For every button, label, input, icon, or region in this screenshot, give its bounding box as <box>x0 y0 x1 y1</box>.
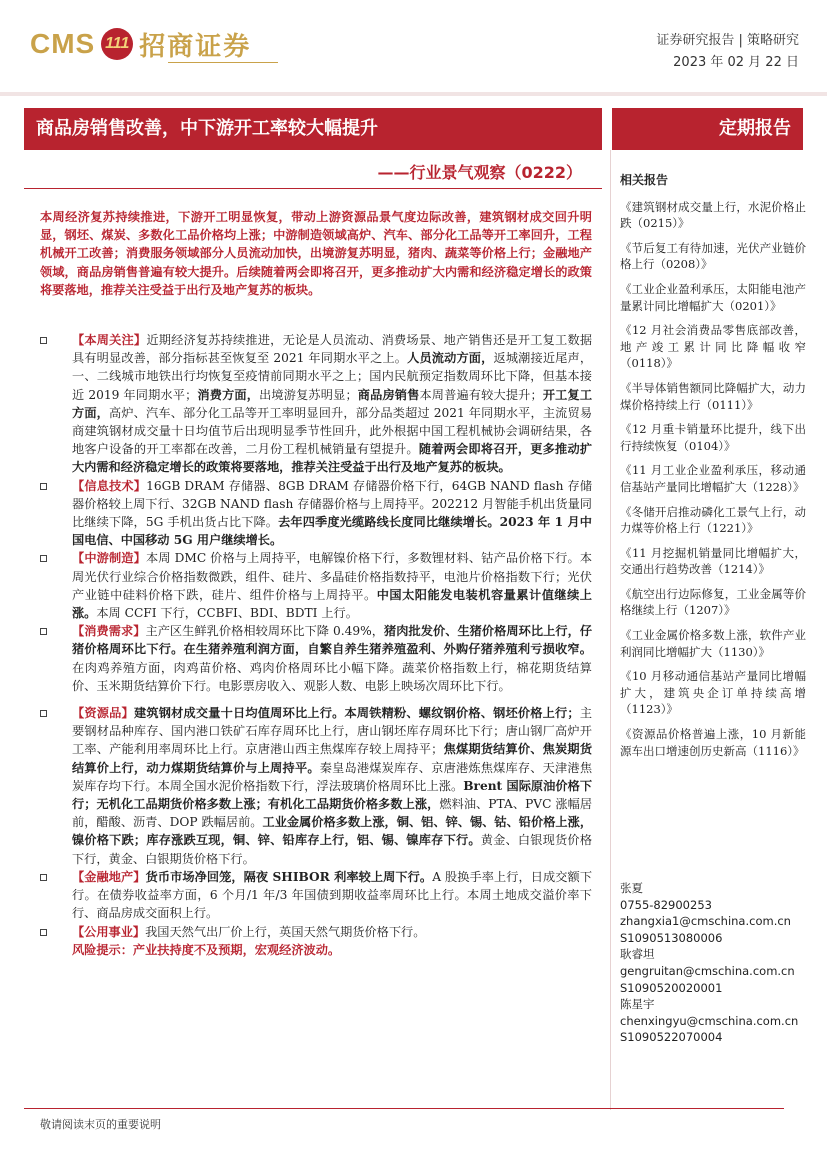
related-report-link[interactable]: 《11 月工业企业盈利承压，移动通信基站产量同比增幅扩大（1228）》 <box>620 463 806 494</box>
section-text: 黄金、白银现货价格下行，黄金、白银期货价格下行。 <box>72 833 593 866</box>
analyst-license: S1090520020001 <box>620 980 723 995</box>
risk-warning: 风险提示：产业扶持度不及预期，宏观经济波动。 <box>72 942 341 957</box>
logo-chinese-name: 招商证券 <box>139 31 252 62</box>
analyst-contacts <box>620 880 810 1046</box>
analyst-name: 耿睿坦 <box>620 947 655 962</box>
bullet-square-icon <box>40 710 47 717</box>
bullet-square-icon <box>40 874 47 881</box>
related-reports-sidebar <box>620 172 806 767</box>
analyst-email[interactable]: chenxingyu@cmschina.com.cn <box>620 1013 799 1028</box>
related-reports-title: 相关报告 <box>620 173 669 187</box>
related-report-link[interactable]: 《节后复工有待加速，光伏产业链价格上行（0208）》 <box>620 240 806 272</box>
related-report-link[interactable]: 《冬储开启推动磷化工景气上行，动力煤等价格上行（1221）》 <box>620 504 806 536</box>
related-report-link[interactable]: 《12 月重卡销量环比提升，线下出行持续恢复（0104）》 <box>620 422 806 453</box>
section-paragraph <box>40 704 592 868</box>
header-divider <box>0 92 827 96</box>
related-report-link[interactable]: 《12 月社会消费品零售底部改善，地产竣工累计同比降幅收窄（0118）》 <box>620 323 806 371</box>
related-report-link[interactable]: 《半导体销售额同比降幅扩大，动力煤价格持续上行（0111）》 <box>620 380 806 412</box>
related-reports-list <box>620 199 806 760</box>
main-content <box>40 331 592 959</box>
section-tag: 【信息技术】 <box>72 478 147 493</box>
section-text: 我国天然气出厂价上行，英国天然气期货价格下行。 <box>145 924 426 939</box>
logo-underline <box>168 62 278 63</box>
related-report-link[interactable]: 《工业金属价格多数上涨，软件产业利润同比增幅扩大（1130）》 <box>620 628 806 659</box>
related-report-link[interactable]: 《建筑钢材成交量上行，水泥价格止跌（0215）》 <box>620 199 806 231</box>
section-tag: 【金融地产】 <box>72 869 146 884</box>
section-text: 商品房销售 <box>357 387 420 402</box>
footer-note: 敬请阅读末页的重要说明 <box>40 1118 161 1131</box>
section-text: 主要钢材品种库存、国内港口铁矿石库存周环比上行，唐山钢坯库存周环比下行；唐山钢厂高炉开工率、产能利用率周环比上行。京唐港山西主焦煤库存较上周持平； <box>72 706 593 757</box>
section-paragraph <box>40 868 592 923</box>
analyst-phone: 0755-82900253 <box>620 897 712 912</box>
report-title: 商品房销售改善，中下游开工率较大幅提升 <box>24 108 602 150</box>
section-tag: 【公用事业】 <box>72 924 146 939</box>
section-text: 猪肉批发价、生猪价格周环比上行，仔猪价格周环比下行。在生猪养殖利润方面，自繁自养生猪养殖盈利、外购仔猪养殖利亏损收窄。 <box>72 624 593 657</box>
footer-divider <box>24 1108 784 1109</box>
section-text: 返城潮接近尾声，一、二线城市地铁出行均恢复至疫情前同期水平之上；国内民航预定指数周环比下降，但基本接近 2019 年同期水平； <box>72 351 593 402</box>
section-text: 人员流动方面， <box>407 351 494 366</box>
section-tag: 【本周关注】 <box>72 333 147 347</box>
bullet-square-icon <box>40 483 47 490</box>
section-text: 主产区生鲜乳价格相较周环比下降 0.49%， <box>145 624 384 639</box>
section-text: 本周 DMC 价格与上周持平，电解镍价格下行，多数锂材料、钴产品价格下行。本周光伏行业综合价格指数微跌，组件、硅片、多晶硅价格指数持平，电池片价格指数下行；光伏产业链中硅料价格下跌，硅片、组件价格与上周持平。 <box>72 551 593 602</box>
related-report-link[interactable]: 《10 月移动通信基站产量同比增幅扩大，建筑央企订单持续高增（1123）》 <box>620 669 806 717</box>
section-text: 本周普遍有较大提升； <box>419 387 543 402</box>
analyst-email[interactable]: zhangxia1@cmschina.com.cn <box>620 914 791 929</box>
section-tag: 【资源品】 <box>72 706 134 721</box>
section-tag: 【消费需求】 <box>72 624 146 639</box>
section-text: 随着两会即将召开，更多推动扩大内需和经济稳定增长的政策将要落地，推荐关注受益于出行及地产复苏的板块。 <box>72 442 593 475</box>
section-text: 16GB DRAM 存储器、8GB DRAM 存储器价格下行，64GB NAND flash 存储器价格较上周下行、32GB NAND flash 存储器价格与上周持平。202212 月智能手机出货量同比继续下降，5G 手机出货占比下降。 <box>72 478 593 530</box>
section-text: 中国太阳能发电装机容量累计值继续上涨。 <box>72 587 592 621</box>
section-text: 货币市场净回笼，隔夜 SHIBOR 利率较上周下行。 <box>145 869 433 884</box>
company-logo <box>30 22 251 66</box>
analyst-name: 陈星宇 <box>620 997 655 1012</box>
related-report-link[interactable]: 《工业企业盈利承压，太阳能电池产量累计同比增幅扩大（0201）》 <box>620 281 806 313</box>
section-paragraph <box>40 331 592 477</box>
bullet-square-icon <box>40 929 47 936</box>
subtitle-divider <box>24 188 602 189</box>
logo-emblem-icon: 111 <box>101 28 133 60</box>
section-tag: 【中游制造】 <box>72 551 146 566</box>
section-paragraph <box>40 923 592 941</box>
section-paragraph <box>40 477 592 550</box>
bullet-square-icon <box>40 337 47 344</box>
section-text: 工业金属价格多数上涨，铜、铝、锌、锡、钴、铅价格上涨，镍价格下跌；库存涨跌互现，铜、锌、铅库存上行，铝、锡、镍库存下行。 <box>72 815 593 848</box>
section-text: 本周 CCFI 下行，CCBFI、BDI、BDTI 上行。 <box>96 606 358 621</box>
section-paragraph <box>40 622 592 695</box>
section-text: 消费方面， <box>197 387 260 402</box>
section-text: A 股换手率上行，日成交额下行。在债券收益率方面，6 个月/1 年/3 年国债到期收益率周环比上行。本周土地成交溢价率下行、商品房成交面积上行。 <box>72 869 593 921</box>
report-category-badge: 定期报告 <box>612 108 803 150</box>
section-text: 秦皇岛港煤炭库存、京唐港炼焦煤库存、天津港焦炭库存均下行。本周全国水泥价格指数下行，浮法玻璃价格周环比上涨。 <box>72 760 593 793</box>
section-text: 高炉、汽车、部分化工品等开工率明显回升，部分品类超过 2021 年同期水平，主流贸易商建筑钢材成交量十日均值节后出现明显季节性回升，此外根据中国工程机械协会调研结果，各地客户设备的开工率都在改善，二月份工程机械销量有望提升。 <box>72 405 593 457</box>
related-report-link[interactable]: 《11 月挖掘机销量同比增幅扩大，交通出行趋势改善（1214）》 <box>620 545 806 577</box>
section-text: 在肉鸡养殖方面，肉鸡苗价格、鸡肉价格周环比小幅下降。蔬菜价格指数上行，棉花期货结算价、玉米期货结算价下行。电影票房收入、观影人数、电影上映场次周环比下行。 <box>72 660 592 693</box>
analyst-license: S1090513080006 <box>620 930 723 945</box>
report-type-line: 证券研究报告 | 策略研究 <box>656 33 799 48</box>
section-gap <box>40 695 592 704</box>
section-paragraph <box>40 549 592 622</box>
related-report-link[interactable]: 《航空出行边际修复，工业金属等价格继续上行（1207）》 <box>620 586 806 618</box>
related-report-link[interactable]: 《资源品价格普遍上涨，10 月新能源车出口增速创历史新高（1116）》 <box>620 727 806 758</box>
section-text: 去年四季度光缆路线长度同比继续增长。2023 年 1 月中国电信、中国移动 5G 用户继续增长。 <box>72 515 592 548</box>
section-text: 建筑钢材成交量十日均值周环比上行。本周铁精粉、螺纹钢价格、钢坯价格上行； <box>133 706 580 721</box>
section-text: 燃料油、PTA、PVC 涨幅居前，醋酸、沥青、DOP 跌幅居前。 <box>72 797 593 830</box>
report-date: 2023 年 02 月 22 日 <box>673 55 799 70</box>
analyst-license: S1090522070004 <box>620 1030 723 1045</box>
page-header <box>0 0 827 100</box>
analyst-email[interactable]: gengruitan@cmschina.com.cn <box>620 963 795 978</box>
bullet-square-icon <box>40 555 47 562</box>
column-divider <box>610 150 611 1110</box>
report-subtitle: ——行业景气观察（0222） <box>377 163 582 182</box>
section-text: 开工复工方面， <box>72 387 593 420</box>
section-text: 焦煤期货结算价、焦炭期货结算价上行，动力煤期货结算价与上周持平。 <box>72 742 593 775</box>
logo-cms-text: CMS <box>30 28 96 59</box>
section-text: 近期经济复苏持续推进，无论是人员流动、消费场景、地产销售还是开工复工数据具有明显改善，部分指标甚至恢复至 2021 年同期水平之上。 <box>72 333 593 366</box>
bullet-square-icon <box>40 628 47 635</box>
section-text: 出境游复苏明显； <box>259 387 358 402</box>
header-meta <box>656 30 799 74</box>
section-text: Brent 国际原油价格下行；无机化工品期货价格多数上涨；有机化工品期货价格多数上涨， <box>72 778 593 812</box>
summary-paragraph: 本周经济复苏持续推进，下游开工明显恢复，带动上游资源品景气度边际改善，建筑钢材成交回升明显，钢坯、煤炭、多数化工品价格均上涨；中游制造领域高炉、汽车、部分化工品等开工率回升，工程机械开工改善；消费服务领域部分人员流动加快，出境游复苏明显，猪肉、蔬菜等价格上行；金融地产领域，商品房销售普遍有较大提升。后续随着两会即将召开，更多推动扩大内需和经济稳定增长的政策将要落地，推荐关注受益于出行及地产复苏的板块。 <box>40 210 592 297</box>
analyst-name: 张夏 <box>620 881 643 895</box>
